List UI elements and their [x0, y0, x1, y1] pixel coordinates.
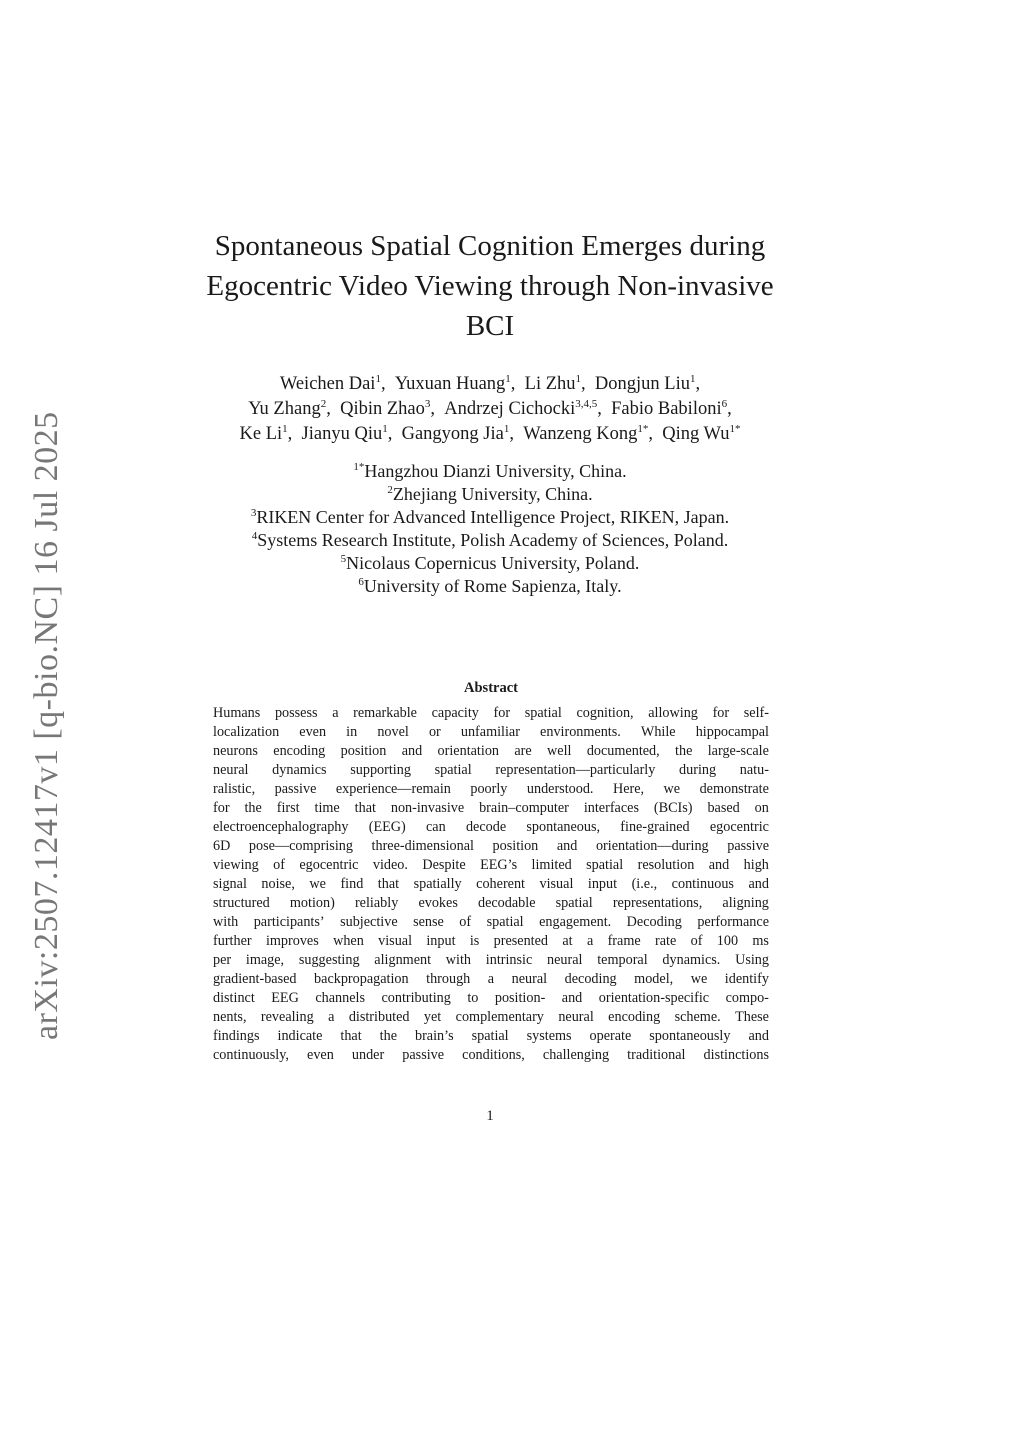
- author-affiliation-mark: 6: [721, 397, 728, 410]
- author-name-text: Yuxuan Huang: [394, 374, 506, 394]
- author-separator: ,: [430, 399, 435, 419]
- author-name: [525, 374, 586, 394]
- author-name-text: Wanzeng Kong: [523, 424, 638, 444]
- author-affiliation-mark: 1: [505, 372, 511, 385]
- author-name: [444, 399, 602, 419]
- abstract-body: [213, 704, 769, 1065]
- author-affiliation-mark: 1*: [729, 422, 741, 435]
- author-separator: ,: [326, 399, 331, 419]
- affiliation-text: Hangzhou Dianzi University, China.: [364, 461, 627, 481]
- abstract-line: with participants’ subjective sense of spatial engagement. Decoding performance: [213, 914, 769, 930]
- title-line: Egocentric Video Viewing through Non-invasive: [206, 270, 774, 302]
- arxiv-identifier-stamp: arXiv:2507.12417v1 [q-bio.NC] 16 Jul 2025: [28, 411, 65, 1040]
- author-name-text: Ke Li: [239, 424, 283, 444]
- author-list: [160, 372, 820, 447]
- author-name-text: Andrzej Cichocki: [444, 399, 576, 419]
- affiliation-line: [160, 483, 820, 506]
- author-name: [280, 374, 386, 394]
- affiliation-line: [160, 552, 820, 575]
- affiliation-text: RIKEN Center for Advanced Intelligence Project, RIKEN, Japan.: [256, 507, 730, 527]
- abstract-line: signal noise, we find that spatially coherent visual input (i.e., continuous and: [213, 876, 769, 892]
- affiliation-mark: 5: [340, 553, 347, 565]
- affiliation-mark: 2: [387, 484, 393, 496]
- author-affiliation-mark: 1: [503, 422, 510, 435]
- author-separator: ,: [380, 374, 386, 394]
- author-name-text: Weichen Dai: [279, 374, 376, 394]
- affiliation-mark: 6: [358, 576, 364, 588]
- abstract-line: localization even in novel or unfamiliar environments. While hippocampal: [213, 724, 769, 740]
- author-affiliation-mark: 1: [575, 372, 582, 385]
- author-name: [340, 399, 435, 419]
- author-affiliation-mark: 1: [282, 422, 288, 435]
- author-separator: ,: [695, 374, 701, 394]
- abstract-line: nents, revealing a distributed yet complementary neural encoding scheme. These: [213, 1009, 769, 1025]
- author-name: [611, 399, 732, 419]
- author-affiliation-mark: 1: [690, 372, 696, 385]
- author-affiliation-mark: 1*: [637, 422, 649, 435]
- abstract-heading: Abstract: [464, 680, 518, 696]
- author-name-text: Qing Wu: [662, 424, 730, 444]
- author-separator: ,: [510, 374, 516, 394]
- author-affiliation-mark: 1: [382, 422, 388, 435]
- author-separator: ,: [287, 424, 293, 444]
- abstract-line: structured motion) reliably evokes decodable spatial representations, aligning: [213, 895, 769, 911]
- author-separator: ,: [581, 374, 586, 394]
- author-affiliation-mark: 1: [375, 372, 381, 385]
- affiliation-text: Systems Research Institute, Polish Academy of Sciences, Poland.: [257, 530, 729, 550]
- author-line: [160, 422, 820, 447]
- title-line: Spontaneous Spatial Cognition Emerges during: [214, 230, 766, 262]
- affiliation-mark: 4: [251, 530, 258, 542]
- title-line: BCI: [465, 310, 515, 342]
- paper-title: [180, 226, 800, 346]
- author-name-text: Dongjun Liu: [594, 374, 690, 394]
- author-name-text: Fabio Babiloni: [611, 399, 722, 419]
- abstract-line: findings indicate that the brain’s spatial systems operate spontaneously and: [213, 1028, 769, 1044]
- author-name: [248, 399, 331, 419]
- author-affiliation-mark: 3: [424, 397, 431, 410]
- abstract-line: distinct EEG channels contributing to position- and orientation-specific compo-: [213, 990, 769, 1006]
- affiliation-text: Nicolaus Copernicus University, Poland.: [346, 553, 640, 573]
- author-separator: ,: [727, 399, 732, 419]
- author-line: [160, 372, 820, 397]
- author-name-text: Jianyu Qiu: [301, 424, 383, 444]
- abstract-line: for the first time that non-invasive brain–computer interfaces (BCIs) based on: [213, 800, 769, 816]
- affiliation-mark: 3: [250, 507, 257, 519]
- author-name-text: Yu Zhang: [248, 399, 321, 419]
- author-name-text: Qibin Zhao: [340, 399, 425, 419]
- affiliation-line: [160, 506, 820, 529]
- affiliation-line: [160, 529, 820, 552]
- abstract-line: per image, suggesting alignment with intrinsic neural temporal dynamics. Using: [213, 952, 769, 968]
- affiliation-list: [160, 460, 820, 598]
- author-name-text: Li Zhu: [524, 374, 576, 394]
- abstract-line: Humans possess a remarkable capacity for spatial cognition, allowing for self-: [213, 705, 769, 721]
- author-separator: ,: [387, 424, 393, 444]
- author-name: [395, 374, 516, 394]
- affiliation-line: [160, 575, 820, 598]
- abstract-line: viewing of egocentric video. Despite EEG’s limited spatial resolution and high: [213, 857, 769, 873]
- author-line: [160, 397, 820, 422]
- author-affiliation-mark: 3,4,5: [575, 397, 598, 410]
- abstract-line: ralistic, passive experience—remain poorly understood. Here, we demonstrate: [213, 781, 769, 797]
- author-name: [302, 424, 393, 444]
- author-name: [662, 424, 740, 444]
- author-separator: ,: [509, 424, 514, 444]
- author-name: [523, 424, 653, 444]
- author-name-text: Gangyong Jia: [401, 424, 504, 444]
- abstract-line: gradient-based backpropagation through a neural decoding model, we identify: [213, 971, 769, 987]
- author-separator: ,: [597, 399, 602, 419]
- abstract-line: 6D pose—comprising three-dimensional position and orientation—during passive: [213, 838, 769, 854]
- page-number: 1: [486, 1108, 494, 1124]
- affiliation-text: University of Rome Sapienza, Italy.: [363, 576, 622, 596]
- affiliation-mark: 1*: [353, 461, 365, 473]
- author-affiliation-mark: 2: [320, 397, 327, 410]
- affiliation-line: [160, 460, 820, 483]
- abstract-line: electroencephalography (EEG) can decode spontaneous, fine-grained egocentric: [213, 819, 769, 835]
- abstract-line: continuously, even under passive conditions, challenging traditional distinctions: [213, 1047, 769, 1063]
- abstract-line: further improves when visual input is presented at a frame rate of 100 ms: [213, 933, 769, 949]
- author-name: [595, 374, 700, 394]
- author-name: [402, 424, 514, 444]
- abstract-line: neurons encoding position and orientation are well documented, the large-scale: [213, 743, 769, 759]
- affiliation-text: Zhejiang University, China.: [392, 484, 593, 504]
- author-separator: ,: [648, 424, 653, 444]
- abstract-line: neural dynamics supporting spatial representation—particularly during natu-: [213, 762, 769, 778]
- author-name: [240, 424, 293, 444]
